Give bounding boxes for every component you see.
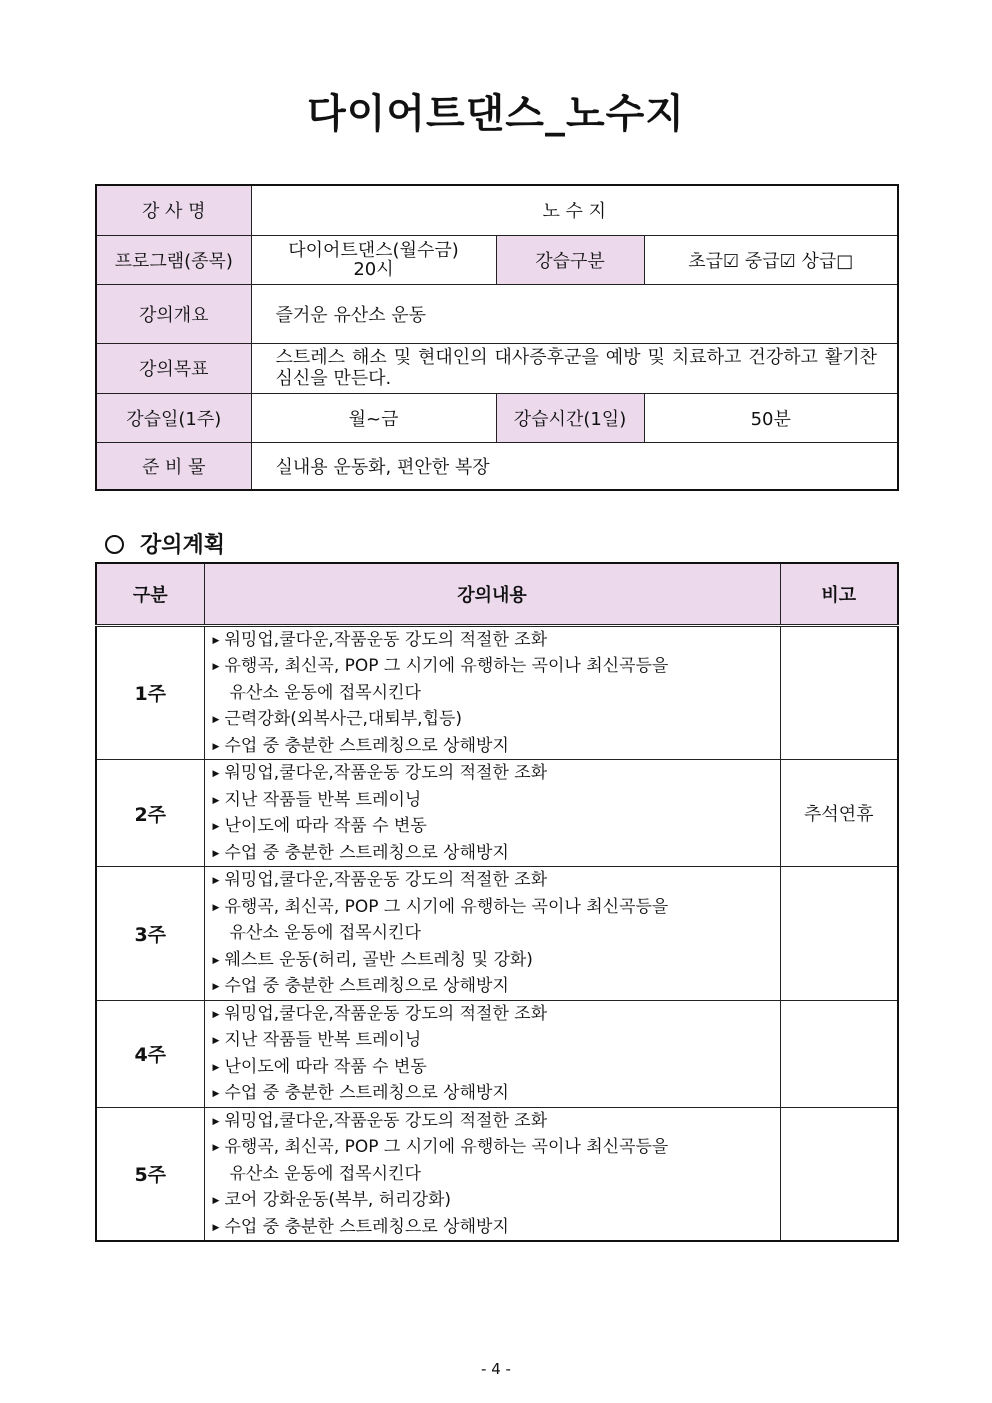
- content-line: [213, 1134, 780, 1161]
- content-line: [213, 706, 780, 733]
- content-line: [213, 1161, 780, 1188]
- content-text: 지난 작품들 반복 트레이닝: [224, 789, 422, 810]
- page-number: - 4 -: [481, 1360, 511, 1378]
- triangle-bullet-icon: ▶: [212, 848, 220, 859]
- content-text: 워밍업,쿨다운,작품운동 강도의 적절한 조화: [224, 629, 548, 650]
- content-text: 워밍업,쿨다운,작품운동 강도의 적절한 조화: [224, 1110, 548, 1131]
- content-text: 유산소 운동에 접목시킨다: [229, 682, 421, 703]
- header-week: 구분: [96, 563, 204, 625]
- content-line: [213, 1054, 780, 1081]
- time-value: 50분: [644, 393, 898, 442]
- content-line: [213, 1027, 780, 1054]
- plan-week-row: [96, 760, 898, 867]
- content-line: [213, 1108, 780, 1135]
- content-text: 지난 작품들 반복 트레이닝: [224, 1030, 422, 1050]
- week-note: [780, 867, 898, 1001]
- triangle-bullet-icon: ▶: [212, 1062, 220, 1073]
- triangle-bullet-icon: ▶: [212, 741, 220, 752]
- course-info-table: [95, 184, 899, 491]
- triangle-bullet-icon: ▶: [212, 769, 220, 779]
- week-note: [780, 1107, 898, 1241]
- schedule-row: [96, 393, 898, 442]
- days-label: 강습일(1주): [96, 393, 251, 442]
- triangle-bullet-icon: ▶: [212, 876, 220, 886]
- content-text: 난이도에 따라 작품 수 변동: [224, 816, 427, 836]
- content-line: [213, 787, 780, 814]
- triangle-bullet-icon: ▶: [212, 955, 220, 966]
- content-text: 워밍업,쿨다운,작품운동 강도의 적절한 조화: [224, 763, 548, 783]
- content-text: 근력강화(외복사근,대퇴부,힙등): [224, 709, 463, 729]
- content-line: [213, 627, 780, 654]
- supplies-label: 준 비 물: [96, 442, 251, 490]
- content-line: [213, 813, 780, 840]
- week-note: 추석연휴: [780, 760, 898, 867]
- content-text: 수업 중 충분한 스트레칭으로 상해방지: [224, 842, 509, 863]
- triangle-bullet-icon: ▶: [212, 715, 220, 725]
- supplies-value: 실내용 운동화, 편안한 복장: [251, 442, 898, 490]
- triangle-bullet-icon: ▶: [212, 635, 220, 646]
- instructor-value: 노 수 지: [251, 185, 898, 235]
- triangle-bullet-icon: ▶: [212, 902, 220, 913]
- content-line: [213, 947, 780, 974]
- program-name: 다이어트댄스(월수금): [288, 239, 459, 261]
- instructor-row: [96, 185, 898, 235]
- content-line: [213, 840, 780, 867]
- triangle-bullet-icon: ▶: [212, 1222, 220, 1233]
- week-label: 2주: [96, 760, 204, 867]
- content-line: [213, 760, 780, 787]
- week-label: 5주: [96, 1107, 204, 1241]
- header-content: 강의내용: [204, 563, 780, 625]
- section-title: 강의계획: [140, 533, 226, 558]
- triangle-bullet-icon: ▶: [212, 1116, 220, 1127]
- content-text: 유행곡, 최신곡, POP 그 시기에 유행하는 곡이나 최신곡등을: [224, 896, 669, 917]
- header-note: 비고: [780, 563, 898, 625]
- content-text: 코어 강화운동(복부, 허리강화): [224, 1190, 452, 1210]
- content-line: [213, 1214, 780, 1241]
- week-label: 3주: [96, 867, 204, 1001]
- content-text: 수업 중 충분한 스트레칭으로 상해방지: [224, 1216, 509, 1237]
- triangle-bullet-icon: ▶: [212, 1009, 220, 1020]
- goal-value: 스트레스 해소 및 현대인의 대사증후군을 예방 및 치료하고 건강하고 활기찬 심신을 만든다.: [251, 343, 898, 393]
- content-line: [213, 1001, 780, 1028]
- circle-bullet-icon: [105, 535, 124, 554]
- content-line: [213, 733, 780, 760]
- week-content: [204, 1107, 780, 1241]
- program-time: 20시: [353, 258, 394, 280]
- content-text: 유행곡, 최신곡, POP 그 시기에 유행하는 곡이나 최신곡등을: [224, 656, 669, 676]
- section-heading: [105, 528, 225, 559]
- week-content: [204, 625, 780, 760]
- content-text: 수업 중 충분한 스트레칭으로 상해방지: [224, 976, 509, 996]
- week-content: [204, 760, 780, 867]
- program-value: [251, 235, 496, 284]
- plan-week-row: [96, 1000, 898, 1107]
- goal-label: 강의목표: [96, 343, 251, 393]
- triangle-bullet-icon: ▶: [212, 1089, 220, 1099]
- plan-week-row: [96, 1107, 898, 1241]
- content-line: [213, 867, 780, 894]
- content-text: 유행곡, 최신곡, POP 그 시기에 유행하는 곡이나 최신곡등을: [224, 1137, 669, 1157]
- overview-label: 강의개요: [96, 284, 251, 343]
- supplies-row: [96, 442, 898, 490]
- triangle-bullet-icon: ▶: [212, 795, 220, 806]
- content-line: [213, 653, 780, 680]
- triangle-bullet-icon: ▶: [212, 1196, 220, 1206]
- content-text: 유산소 운동에 접목시킨다: [229, 923, 421, 943]
- plan-week-row: [96, 867, 898, 1001]
- content-text: 워밍업,쿨다운,작품운동 강도의 적절한 조화: [224, 1003, 548, 1024]
- content-line: [213, 680, 780, 707]
- overview-value: 즐거운 유산소 운동: [251, 284, 898, 343]
- overview-row: [96, 284, 898, 343]
- week-content: [204, 867, 780, 1001]
- week-note: [780, 1000, 898, 1107]
- lecture-plan-table: [95, 562, 899, 1242]
- triangle-bullet-icon: ▶: [212, 982, 220, 992]
- triangle-bullet-icon: ▶: [212, 662, 220, 672]
- content-text: 수업 중 충분한 스트레칭으로 상해방지: [224, 735, 509, 756]
- plan-header-row: [96, 563, 898, 625]
- week-label: 1주: [96, 625, 204, 760]
- content-text: 난이도에 따라 작품 수 변동: [224, 1056, 427, 1077]
- triangle-bullet-icon: ▶: [212, 1143, 220, 1153]
- content-line: [213, 1080, 780, 1107]
- instructor-label: 강 사 명: [96, 185, 251, 235]
- content-text: 워밍업,쿨다운,작품운동 강도의 적절한 조화: [224, 870, 548, 890]
- program-label: 프로그램(종목): [96, 235, 251, 284]
- triangle-bullet-icon: ▶: [212, 1036, 220, 1046]
- triangle-bullet-icon: ▶: [212, 822, 220, 832]
- content-text: 유산소 운동에 접목시킨다: [229, 1163, 421, 1184]
- content-line: [213, 920, 780, 947]
- level-value: 초급☑ 중급☑ 상급□: [644, 235, 898, 284]
- content-line: [213, 894, 780, 921]
- plan-week-row: [96, 625, 898, 760]
- week-note: [780, 625, 898, 760]
- page-title: 다이어트댄스_노수지: [307, 91, 685, 137]
- goal-row: [96, 343, 898, 393]
- content-text: 수업 중 충분한 스트레칭으로 상해방지: [224, 1083, 509, 1103]
- content-text: 웨스트 운동(허리, 골반 스트레칭 및 강화): [224, 949, 533, 970]
- week-content: [204, 1000, 780, 1107]
- time-label: 강습시간(1일): [496, 393, 644, 442]
- content-line: [213, 973, 780, 1000]
- level-label: 강습구분: [496, 235, 644, 284]
- week-label: 4주: [96, 1000, 204, 1107]
- program-row: [96, 235, 898, 284]
- content-line: [213, 1187, 780, 1214]
- days-value: 월~금: [251, 393, 496, 442]
